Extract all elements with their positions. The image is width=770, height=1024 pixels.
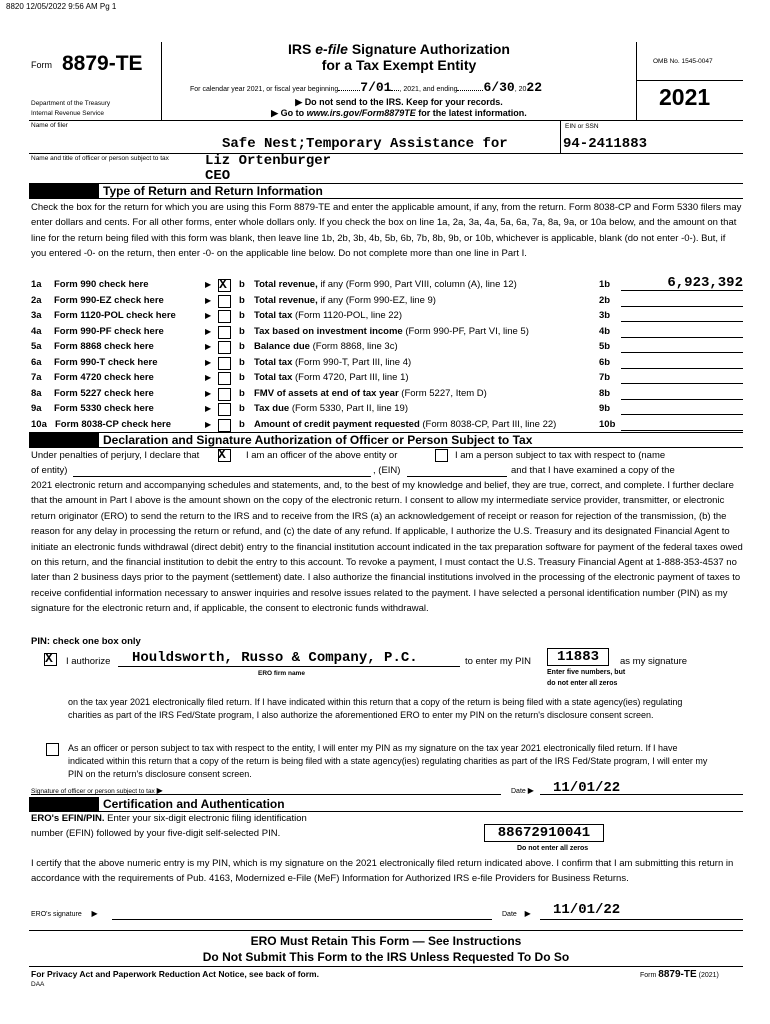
self-pin-checkbox[interactable] <box>46 743 59 756</box>
ein-paren-label: , (EIN) <box>373 465 401 476</box>
part1-line <box>31 324 743 340</box>
line-a-label: Form 990-T check here <box>54 356 158 368</box>
line-b-letter: b <box>239 325 245 337</box>
line-a-number: 4a <box>31 325 42 337</box>
line-b-letter: b <box>239 387 245 399</box>
ero-date: 11/01/22 <box>553 902 621 918</box>
ero-signature-label: ERO's signature ▶ <box>31 909 98 918</box>
line-b-amount[interactable] <box>621 401 743 415</box>
line-b-letter: b <box>239 403 245 414</box>
form-label: Form <box>31 60 52 70</box>
line-b-amount[interactable] <box>621 293 743 307</box>
arrow-icon: ▶ <box>205 419 212 429</box>
option1-text: on the tax year 2021 electronically filed return. If I have indicated within this return that a copy of the return is being filed with a state agency(ies) regulating charities as part of the IRS Fed/State program, I also authorize the aforementioned ERO to enter my PIN on the return's disclosure consent screen. <box>68 697 683 720</box>
pin-hint-2: do not enter all zeros <box>547 680 618 687</box>
officer-signature-label: Signature of officer or person subject to tax ▶ <box>31 786 163 795</box>
line-b-number: 6b <box>599 356 611 368</box>
perjury-text: Under penalties of perjury, I declare that <box>31 450 200 461</box>
arrow-icon: ▶ <box>205 373 212 382</box>
efin-instructions: ERO's EFIN/PIN. Enter your six-digit electronic filing identification <box>31 813 307 824</box>
arrow-icon: ▶ <box>205 404 212 413</box>
line-a-checkbox[interactable] <box>218 326 231 339</box>
line-b-label: Total tax (Form 4720, Part III, line 1) <box>254 372 409 383</box>
line-a-label: Form 8868 check here <box>54 341 154 352</box>
line-a-label: Form 1120-POL check here <box>54 310 176 321</box>
omb-number: OMB No. 1545-0047 <box>653 58 713 65</box>
line-b-letter: b <box>239 356 245 368</box>
line-b-number: 1b <box>599 279 611 290</box>
officer-label: Name and title of officer or person subject to tax <box>31 155 169 162</box>
line-a-number: 7a <box>31 372 42 383</box>
form-subtitle: for a Tax Exempt Entity <box>321 57 477 73</box>
arrow-icon: ▶ <box>205 388 212 398</box>
dept-treasury: Department of the Treasury <box>31 100 111 107</box>
ero-firm-label: ERO firm name <box>258 670 305 677</box>
line-b-letter: b <box>239 372 245 383</box>
part1-line <box>31 417 743 433</box>
part1-header: Type of Return and Return Information <box>29 184 743 198</box>
line-a-checkbox[interactable] <box>218 388 231 401</box>
part1-line <box>31 355 743 371</box>
officer-date-label: Date ▶ <box>511 786 534 795</box>
line-b-label: Total revenue, if any (Form 990, Part VIII, column (A), line 12) <box>254 279 517 290</box>
line-a-number: 6a <box>31 356 42 368</box>
person-checkbox[interactable] <box>435 449 448 462</box>
examined-text: and that I have examined a copy of the <box>511 465 675 476</box>
line-a-number: 3a <box>31 310 42 321</box>
dept-irs: Internal Revenue Service <box>31 110 104 117</box>
efin-hint: Do not enter all zeros <box>517 845 589 852</box>
line-b-amount[interactable] <box>621 370 743 384</box>
person-option-text: I am a person subject to tax with respect to (name <box>455 450 666 461</box>
print-header: 8820 12/05/2022 9:56 AM Pg 1 <box>6 2 117 11</box>
line-a-checkbox[interactable] <box>218 341 231 354</box>
line-a-checkbox[interactable] <box>218 403 231 416</box>
line-a-check-mark: X <box>219 277 227 292</box>
do-not-send: ▶ Do not send to the IRS. Keep for your records. <box>295 97 503 107</box>
line-b-label: Tax based on investment income (Form 990-PF, Part VI, line 5) <box>254 325 529 337</box>
officer-title: CEO <box>205 168 231 184</box>
line-b-number: 9b <box>599 403 611 414</box>
arrow-icon: ▶ <box>205 311 212 320</box>
officer-check-mark: X <box>218 447 226 462</box>
line-b-label: Total tax (Form 990-T, Part III, line 4) <box>254 356 412 368</box>
as-my-signature: as my signature <box>620 656 688 667</box>
line-a-label: Form 990-PF check here <box>54 325 164 337</box>
arrow-icon: ▶ <box>205 342 212 351</box>
fiscal-year-row: For calendar year 2021, or fiscal year beginning 7/01 , 2021, and ending 6/30, 2022 <box>190 80 542 95</box>
pin-label: PIN: check one box only <box>31 636 141 647</box>
part1-line <box>31 370 743 386</box>
line-a-number: 5a <box>31 341 42 352</box>
of-entity-label: of entity) <box>31 465 68 476</box>
part2-header: Declaration and Signature Authorization of Officer or Person Subject to Tax <box>29 433 743 447</box>
arrow-icon: ▶ <box>205 326 212 336</box>
officer-pin: 11883 <box>547 648 609 666</box>
line-b-letter: b <box>239 418 245 430</box>
part3-header: Certification and Authentication <box>29 797 743 811</box>
pin-hint-1: Enter five numbers, but <box>547 669 626 676</box>
retain-notice: ERO Must Retain This Form — See Instructions <box>250 934 522 948</box>
ero-date-label: Date ▶ <box>502 909 531 918</box>
line-b-amount[interactable] <box>621 355 743 369</box>
line-b-label: Tax due (Form 5330, Part II, line 19) <box>254 403 408 414</box>
line-b-amount[interactable] <box>621 386 743 400</box>
line-b-letter: b <box>239 279 245 290</box>
privacy-notice: For Privacy Act and Paperwork Reduction Act Notice, see back of form. <box>31 969 319 979</box>
i-authorize-text: I authorize <box>66 656 111 667</box>
line-b-number: 5b <box>599 341 611 352</box>
line-b-letter: b <box>239 294 245 306</box>
line-b-label: Balance due (Form 8868, line 3c) <box>254 341 398 352</box>
line-a-label: Form 990 check here <box>54 279 149 290</box>
line-b-number: 4b <box>599 325 611 337</box>
certification-text: I certify that the above numeric entry is my PIN, which is my signature on the 2021 electronically filed return indicated above. I confirm that I am submitting this return in accordance with the requirements of Pub. 4163, Modernized e-File (MeF) Information for Authorized IRS e-file Providers for Business Returns. <box>31 858 734 885</box>
part1-line <box>31 386 743 402</box>
line-b-number: 2b <box>599 294 611 306</box>
line-a-checkbox[interactable] <box>218 372 231 385</box>
line-a-checkbox[interactable] <box>218 357 231 370</box>
ero-firm-name: Houldsworth, Russo & Company, P.C. <box>132 650 418 666</box>
form-title: IRS e-file Signature Authorization <box>288 41 510 57</box>
footer-form-id: Form 8879-TE (2021) <box>640 969 719 980</box>
part1-line <box>31 339 743 355</box>
line-b-letter: b <box>239 341 245 352</box>
filer-name: Safe Nest;Temporary Assistance for <box>222 136 508 152</box>
part1-instructions: Check the box for the return for which you are using this Form 8879-TE and enter the applicable amount, if any, from the return. Form 8038-CP and Form 5330 filers may enter dollars and cents. For all other forms, enter whole dollars only. If you check the box on line 1a, 2a, 3a, 4a, 5a, 6a, 7a, 8a, 9a, or 10a below, and the amount on that line for the return being filed with this form was blank, then leave line 1b, 2b, 3b, 4b, 5b, 6b, 7b, 8b, 9b, or 10b, whichever is applicable, blank (do not enter -0-). But, if you entered -0- on the return, then enter -0- on the applicable line below. Do not complete more than one line in Part I. <box>31 202 742 260</box>
fiscal-begin: 7/01 <box>360 80 392 95</box>
efin-instructions-2: number (EFIN) followed by your five-digit self-selected PIN. <box>31 828 281 839</box>
line-a-checkbox[interactable] <box>218 295 231 308</box>
option2-text: As an officer or person subject to tax with respect to the entity, I will enter my PIN as my signature on the tax year 2021 electronically filed return. If I have indicated within this return that a copy of the return is being filed with a state agency(ies) regulating charities as part of the IRS Fed/State program, I will enter my PIN on the return's disclosure consent screen. <box>68 743 708 779</box>
line-a-label: Form 990-EZ check here <box>54 294 164 306</box>
name-of-filer-label: Name of filer <box>31 122 68 129</box>
daa-label: DAA <box>31 981 45 988</box>
line-b-amount[interactable] <box>621 339 743 353</box>
line-b-amount[interactable] <box>621 324 743 338</box>
line-a-number: 10a <box>31 418 47 430</box>
part1-line <box>31 293 743 309</box>
ein-value: 94-2411883 <box>563 136 648 152</box>
authorize-check-mark: X <box>45 651 53 666</box>
fiscal-end-year: 22 <box>526 80 542 95</box>
line-a-number: 8a <box>31 387 42 399</box>
officer-name: Liz Ortenburger <box>205 153 332 169</box>
line-b-label: Total revenue, if any (Form 990-EZ, line 9) <box>254 294 436 306</box>
line-b-amount[interactable] <box>621 417 743 431</box>
line-a-number: 1a <box>31 279 42 290</box>
line-b-amount[interactable] <box>621 308 743 322</box>
fiscal-end: 6/30 <box>483 80 515 95</box>
line-b-number: 8b <box>599 387 611 399</box>
declaration-text: 2021 electronic return and accompanying schedules and statements, and, to the best of my knowledge and belief, they are true, correct, and complete. I further declare that the amount in Part I above is the amount shown on the copy of the electronic return. I consent to allow my intermediate service provider, transmitter, or electronic return originator (ERO) to send the return to the IRS and to receive from the IRS (a) an acknowledgement of receipt or reason for rejection of the transmission, (b) the reason for any delay in processing the return or refund, and (c) the date of any refund. If applicable, I authorize the U.S. Treasury and its designated Financial Agent to initiate an electronic funds withdrawal (direct debit) entry to the financial institution account indicated in the tax preparation software for payment of the federal taxes owed on this return, and the financial institution to debit the entry to this account. To revoke a payment, I must contact the U.S. Treasury Financial Agent at 1-888-353-4537 no later than 2 business days prior to the payment (settlement) date. I also authorize the financial institutions involved in the processing of the electronic payment of taxes to receive confidential information necessary to answer inquiries and resolve issues related to the payment. I have selected a personal identification number (PIN) as my signature for the electronic return and, if applicable, the consent to electronic funds withdrawal. <box>31 480 743 615</box>
line-b-amount[interactable]: 6,923,392 <box>621 277 743 291</box>
arrow-icon: ▶ <box>205 357 212 367</box>
arrow-icon: ▶ <box>205 280 212 289</box>
officer-option-text: I am an officer of the above entity or <box>246 450 398 461</box>
line-a-number: 2a <box>31 294 42 306</box>
line-a-label: Form 5330 check here <box>54 403 154 414</box>
line-b-number: 7b <box>599 372 611 383</box>
form-number: 8879-TE <box>62 52 143 75</box>
line-a-checkbox[interactable] <box>218 419 231 432</box>
line-b-label: FMV of assets at end of tax year (Form 5227, Item D) <box>254 387 487 399</box>
line-b-label: Amount of credit payment requested (Form 8038-CP, Part III, line 22) <box>254 418 557 430</box>
part1-line <box>31 308 743 324</box>
arrow-icon: ▶ <box>205 295 212 305</box>
goto-line: ▶ Go to www.irs.gov/Form8879TE for the latest information. <box>271 108 527 118</box>
ein-label: EIN or SSN <box>565 123 599 130</box>
line-b-label: Total tax (Form 1120-POL, line 22) <box>254 310 403 321</box>
part1-line <box>31 401 743 417</box>
line-b-letter: b <box>239 310 245 321</box>
line-a-label: Form 8038-CP check here <box>55 418 171 430</box>
line-b-number: 3b <box>599 310 611 321</box>
line-a-number: 9a <box>31 403 42 414</box>
officer-date: 11/01/22 <box>553 780 621 796</box>
tax-year: 2021 <box>659 84 711 110</box>
to-enter-pin-text: to enter my PIN <box>465 656 531 667</box>
line-a-label: Form 4720 check here <box>54 372 154 383</box>
line-a-label: Form 5227 check here <box>54 387 154 399</box>
line-a-checkbox[interactable] <box>218 310 231 323</box>
line-b-number: 10b <box>599 418 616 430</box>
ero-efin-pin: 88672910041 <box>484 824 604 842</box>
no-submit-notice: Do Not Submit This Form to the IRS Unless Requested To Do So <box>202 950 570 964</box>
part1-line <box>31 277 743 293</box>
